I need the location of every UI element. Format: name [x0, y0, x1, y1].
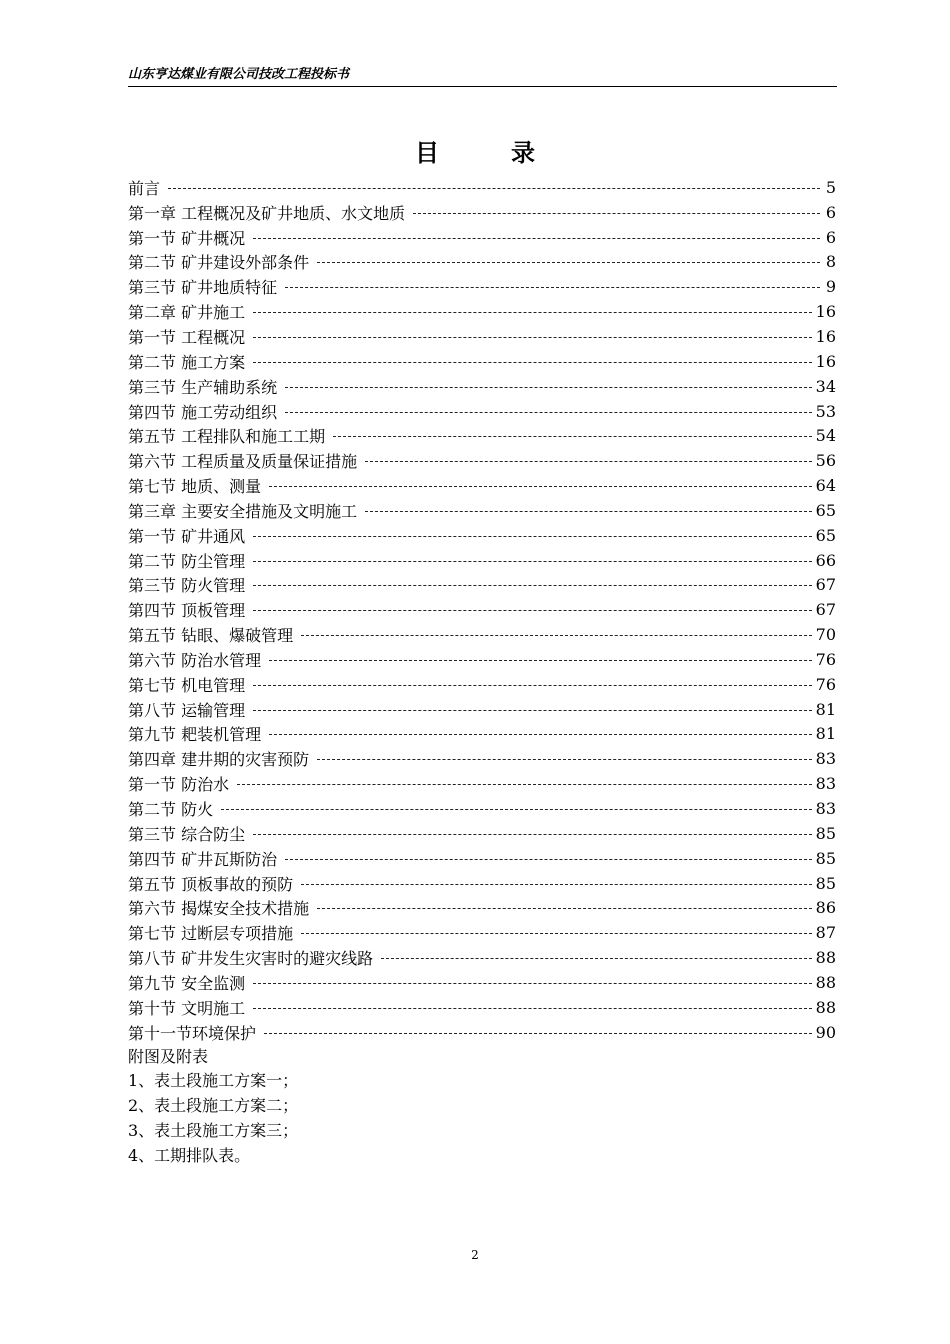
toc-entry-page: 5 — [825, 177, 836, 197]
toc-entry[interactable] — [128, 746, 836, 771]
toc-entry[interactable] — [128, 250, 836, 275]
toc-entry-label: 第四节 施工劳动组织 — [128, 402, 278, 422]
toc-entry-label: 第八节 运输管理 — [128, 700, 246, 720]
toc-entry[interactable] — [128, 200, 836, 225]
toc-leader — [317, 759, 812, 760]
toc-leader — [365, 461, 812, 462]
toc-leader — [301, 635, 812, 636]
toc-entry[interactable] — [128, 548, 836, 573]
toc-leader — [253, 585, 812, 586]
toc-leader — [253, 536, 812, 537]
toc-leader — [381, 958, 812, 959]
toc-leader — [264, 1033, 812, 1034]
toc-leader — [269, 734, 812, 735]
appendix-item: 1、表土段施工方案一； — [128, 1071, 299, 1091]
toc-entry-label: 第二节 防火 — [128, 800, 214, 820]
toc-entry-page: 81 — [815, 724, 836, 744]
toc-entry[interactable] — [128, 920, 836, 945]
toc-leader — [253, 685, 812, 686]
toc-leader — [253, 983, 812, 984]
toc-entry-label: 第六节 工程质量及质量保证措施 — [128, 452, 358, 472]
toc-entry-label: 第二节 防尘管理 — [128, 551, 246, 571]
toc-leader — [365, 511, 812, 512]
toc-entry[interactable] — [128, 573, 836, 598]
toc-entry-label: 第十节 文明施工 — [128, 998, 246, 1018]
toc-leader — [285, 287, 820, 288]
toc-entry-page: 16 — [815, 326, 836, 346]
toc-leader — [253, 834, 812, 835]
toc-entry-label: 第七节 机电管理 — [128, 675, 246, 695]
toc-entry[interactable] — [128, 225, 836, 250]
toc-entry-label: 第七节 地质、测量 — [128, 477, 262, 497]
toc-entry-page: 85 — [815, 848, 836, 868]
toc-leader — [253, 610, 812, 611]
table-of-contents — [128, 175, 836, 1169]
toc-entry-page: 34 — [815, 376, 836, 396]
toc-entry[interactable] — [128, 995, 836, 1020]
toc-entry-page: 83 — [815, 749, 836, 769]
toc-entry[interactable] — [128, 945, 836, 970]
toc-entry-label: 第一章 工程概况及矿井地质、水文地质 — [128, 203, 406, 223]
toc-leader — [285, 387, 812, 388]
toc-entry[interactable] — [128, 473, 836, 498]
toc-entry[interactable] — [128, 498, 836, 523]
toc-leader — [168, 188, 820, 189]
toc-title — [0, 133, 950, 168]
toc-leader — [301, 933, 812, 934]
toc-entry-page: 83 — [815, 799, 836, 819]
toc-entry-label: 第四章 建井期的灾害预防 — [128, 750, 310, 770]
toc-leader — [413, 213, 820, 214]
header-rule — [128, 86, 837, 87]
toc-leader — [301, 884, 812, 885]
toc-entry-label: 第四节 矿井瓦斯防治 — [128, 849, 278, 869]
toc-entry[interactable] — [128, 597, 836, 622]
toc-entry-label: 第三节 综合防尘 — [128, 824, 246, 844]
toc-leader — [253, 362, 812, 363]
toc-entry-label: 第三节 生产辅助系统 — [128, 377, 278, 397]
toc-entry-page: 67 — [815, 600, 836, 620]
toc-leader — [333, 436, 812, 437]
toc-leader — [253, 561, 812, 562]
toc-entry-label: 第七节 过断层专项措施 — [128, 924, 294, 944]
toc-entry-page: 76 — [815, 674, 836, 694]
toc-entry-label: 第二节 矿井建设外部条件 — [128, 253, 310, 273]
toc-entry[interactable] — [128, 647, 836, 672]
toc-leader — [253, 710, 812, 711]
toc-entry-label: 第三章 主要安全措施及文明施工 — [128, 501, 358, 521]
toc-leader — [285, 412, 812, 413]
toc-entry-page: 88 — [815, 997, 836, 1017]
toc-entry-page: 81 — [815, 699, 836, 719]
toc-entry-label: 第一节 工程概况 — [128, 327, 246, 347]
toc-entry[interactable] — [128, 796, 836, 821]
toc-entry-page: 53 — [815, 401, 836, 421]
toc-entry[interactable] — [128, 523, 836, 548]
toc-entry-page: 76 — [815, 649, 836, 669]
toc-entry-label: 第五节 顶板事故的预防 — [128, 874, 294, 894]
toc-entry-label: 第五节 钻眼、爆破管理 — [128, 626, 294, 646]
toc-entry-page: 87 — [815, 923, 836, 943]
toc-entry-label: 第九节 安全监测 — [128, 973, 246, 993]
toc-entry-page: 9 — [825, 277, 836, 297]
toc-entry-page: 90 — [815, 1022, 836, 1042]
toc-entry-label: 第二章 矿井施工 — [128, 303, 246, 323]
toc-entry-page: 85 — [815, 873, 836, 893]
toc-entry-page: 67 — [815, 575, 836, 595]
toc-entry[interactable] — [128, 399, 836, 424]
toc-entry-page: 70 — [815, 625, 836, 645]
toc-entry-page: 6 — [825, 202, 836, 222]
toc-title-right: 录 — [511, 139, 535, 167]
toc-entry-label: 第九节 耙装机管理 — [128, 725, 262, 745]
toc-entry-label: 第八节 矿井发生灾害时的避灾线路 — [128, 949, 374, 969]
document-header: 山东亨达煤业有限公司技改工程投标书 — [128, 67, 350, 82]
appendix-item: 4、工期排队表。 — [128, 1145, 251, 1165]
toc-entry-page: 83 — [815, 774, 836, 794]
toc-entry[interactable] — [128, 722, 836, 747]
toc-entry-label: 第六节 揭煤安全技术措施 — [128, 899, 310, 919]
toc-entry[interactable] — [128, 871, 836, 896]
toc-entry-label: 第三节 矿井地质特征 — [128, 278, 278, 298]
toc-leader — [253, 312, 812, 313]
toc-leader — [253, 238, 820, 239]
toc-entry-label: 第六节 防治水管理 — [128, 650, 262, 670]
toc-leader — [221, 809, 812, 810]
toc-entry-label: 第三节 防火管理 — [128, 576, 246, 596]
toc-entry-page: 65 — [815, 525, 836, 545]
toc-entry-label: 第一节 矿井概况 — [128, 228, 246, 248]
toc-entry[interactable] — [128, 1020, 836, 1045]
toc-entry-label: 前言 — [128, 178, 161, 198]
toc-entry-page: 16 — [815, 351, 836, 371]
toc-entry[interactable] — [128, 622, 836, 647]
toc-entry[interactable] — [128, 175, 836, 200]
toc-leader — [253, 337, 812, 338]
toc-entry-page: 16 — [815, 302, 836, 322]
toc-entry[interactable] — [128, 324, 836, 349]
toc-leader — [269, 486, 812, 487]
toc-entry-page: 56 — [815, 451, 836, 471]
toc-entry-page: 88 — [815, 972, 836, 992]
toc-entry-page: 6 — [825, 227, 836, 247]
appendix-item: 2、表土段施工方案二； — [128, 1096, 299, 1116]
toc-entry-page: 66 — [815, 550, 836, 570]
toc-entry-page: 8 — [825, 252, 836, 272]
toc-entry[interactable] — [128, 970, 836, 995]
toc-entry[interactable] — [128, 423, 836, 448]
appendix-item: 3、表土段施工方案三； — [128, 1121, 299, 1141]
toc-entry-page: 54 — [815, 426, 836, 446]
toc-entry-page: 64 — [815, 476, 836, 496]
toc-entry-page: 86 — [815, 898, 836, 918]
toc-entry[interactable] — [128, 349, 836, 374]
toc-entry[interactable] — [128, 274, 836, 299]
toc-entry[interactable] — [128, 697, 836, 722]
toc-entry-label: 第二节 施工方案 — [128, 352, 246, 372]
toc-leader — [237, 784, 812, 785]
toc-leader — [253, 1008, 812, 1009]
toc-entry[interactable] — [128, 895, 836, 920]
appendix-heading: 附图及附表 — [128, 1046, 209, 1066]
toc-entry-page: 65 — [815, 500, 836, 520]
toc-entry[interactable] — [128, 771, 836, 796]
page-number: 2 — [471, 1248, 479, 1262]
toc-entry-page: 88 — [815, 948, 836, 968]
toc-entry-label: 第五节 工程排队和施工工期 — [128, 427, 326, 447]
toc-leader — [285, 859, 812, 860]
toc-entry[interactable] — [128, 821, 836, 846]
toc-entry-label: 第十一节环境保护 — [128, 1023, 257, 1043]
toc-title-left: 目 — [415, 139, 439, 167]
toc-entry-label: 第四节 顶板管理 — [128, 601, 246, 621]
toc-entry[interactable] — [128, 374, 836, 399]
toc-entry[interactable] — [128, 846, 836, 871]
toc-entry-page: 85 — [815, 823, 836, 843]
toc-entry-label: 第一节 矿井通风 — [128, 526, 246, 546]
toc-entry[interactable] — [128, 299, 836, 324]
toc-leader — [317, 262, 820, 263]
toc-leader — [317, 908, 812, 909]
toc-entry-label: 第一节 防治水 — [128, 775, 230, 795]
toc-leader — [269, 660, 812, 661]
toc-entry[interactable] — [128, 672, 836, 697]
toc-entry[interactable] — [128, 448, 836, 473]
